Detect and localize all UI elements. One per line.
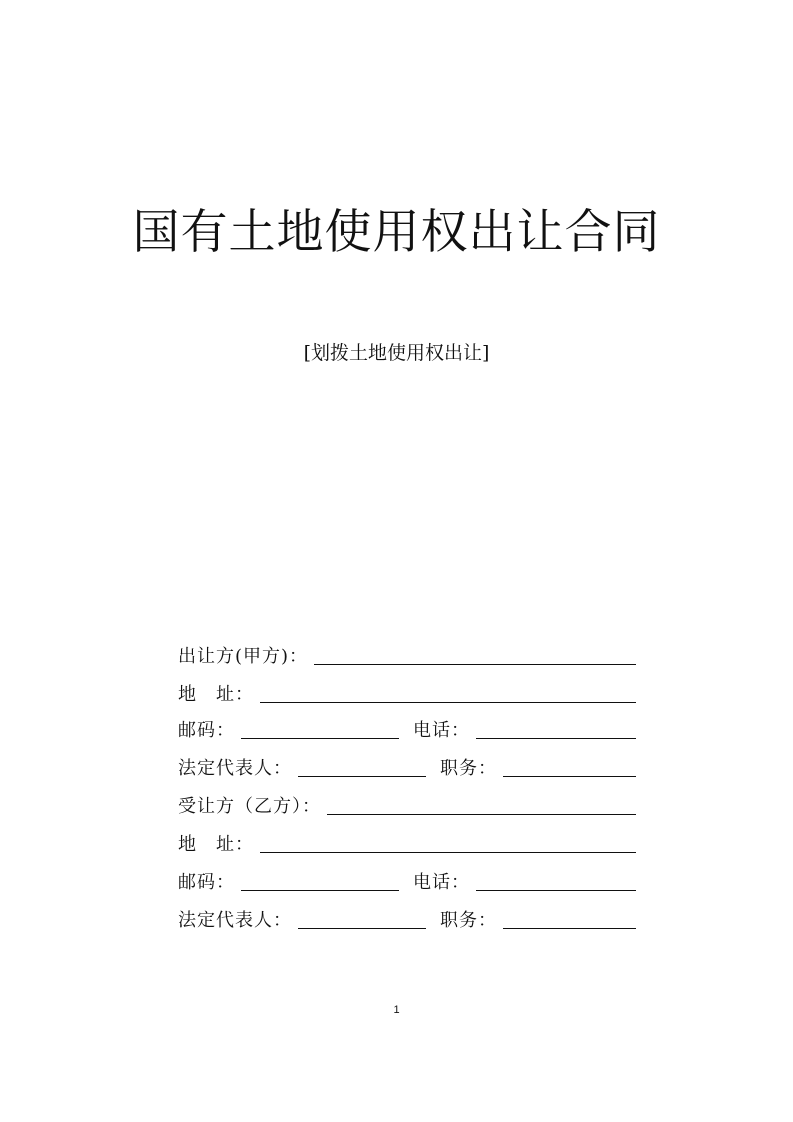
document-title: 国有土地使用权出让合同 — [132, 205, 661, 260]
grantor-phone-label: 电话： — [413, 720, 470, 741]
grantor-legal-rep-field[interactable] — [298, 776, 426, 777]
grantee-label: 受让方（乙方）： — [178, 796, 321, 817]
grantor-position-label: 职务： — [440, 758, 497, 779]
page-number: 1 — [393, 1004, 400, 1016]
grantor-postcode-label: 邮码： — [178, 720, 235, 741]
grantor-rep-row — [178, 754, 636, 780]
grantee-legal-rep-label: 法定代表人： — [178, 910, 292, 931]
grantor-row — [178, 642, 636, 668]
grantee-postcode-field[interactable] — [241, 890, 399, 891]
grantor-position-field[interactable] — [503, 776, 636, 777]
grantee-address-label: 地 址： — [178, 834, 254, 855]
grantor-contact-row — [178, 716, 636, 742]
grantor-legal-rep-label: 法定代表人： — [178, 758, 292, 779]
document-subtitle: [划拨土地使用权出让] — [303, 342, 490, 364]
grantor-address-label: 地 址： — [178, 684, 254, 705]
grantee-address-field[interactable] — [260, 852, 636, 853]
grantee-address-row — [178, 830, 636, 856]
grantee-row — [178, 792, 636, 818]
grantee-phone-label: 电话： — [413, 872, 470, 893]
grantor-label: 出让方(甲方)： — [178, 646, 309, 667]
grantee-position-label: 职务： — [440, 910, 497, 931]
grantor-postcode-field[interactable] — [241, 738, 399, 739]
grantee-field[interactable] — [327, 814, 636, 815]
grantee-postcode-label: 邮码： — [178, 872, 235, 893]
grantee-contact-row — [178, 868, 636, 894]
grantee-rep-row — [178, 906, 636, 932]
grantor-phone-field[interactable] — [476, 738, 636, 739]
grantee-position-field[interactable] — [503, 928, 636, 929]
grantee-legal-rep-field[interactable] — [298, 928, 426, 929]
grantor-address-row — [178, 680, 636, 706]
grantee-phone-field[interactable] — [476, 890, 636, 891]
grantor-address-field[interactable] — [260, 702, 636, 703]
grantor-field[interactable] — [314, 664, 636, 665]
